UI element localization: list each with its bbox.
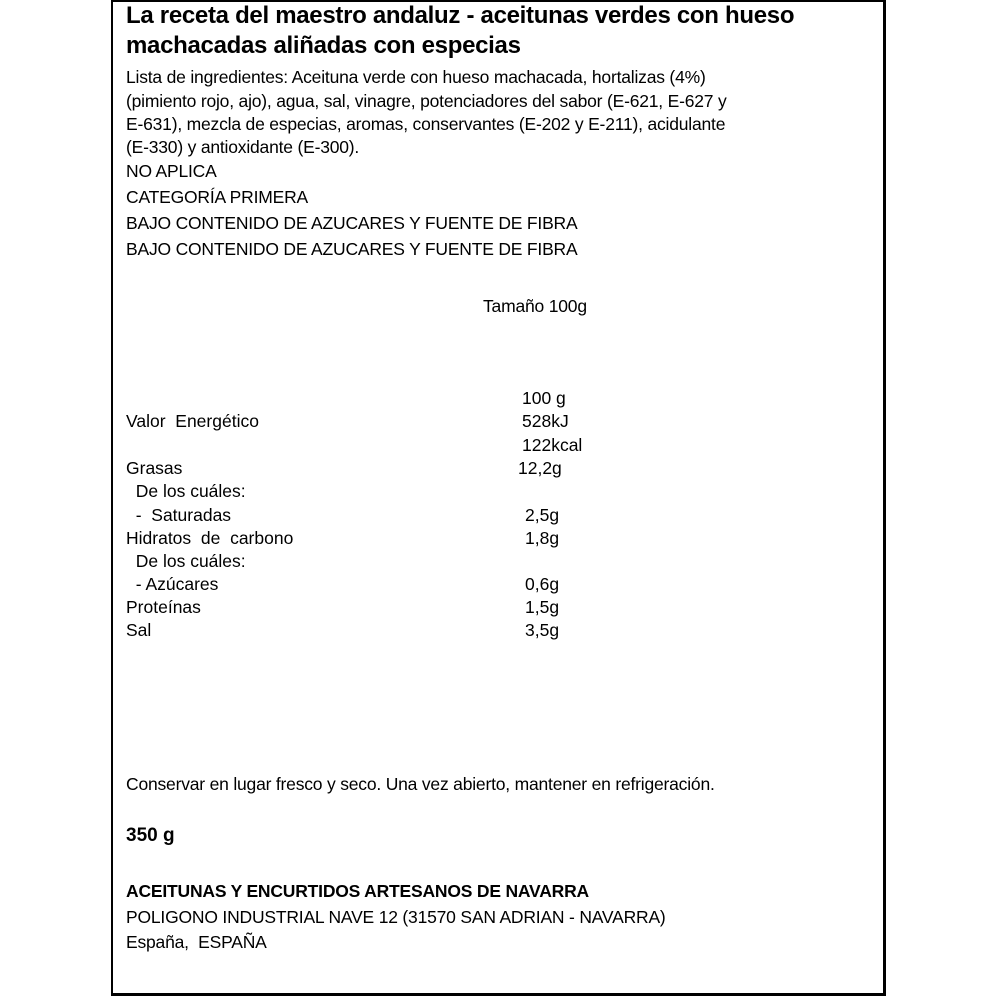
nutrition-value-kj: 528kJ [522,411,569,431]
manufacturer-address: POLIGONO INDUSTRIAL NAVE 12 (31570 SAN ADRIAN - NAVARRA) [126,907,666,927]
note-category: CATEGORÍA PRIMERA [126,187,308,207]
nutrition-label-of-which: De los cuáles: [126,551,246,571]
nutrition-label-fat: Grasas [126,458,183,478]
manufacturer-name: ACEITUNAS Y ENCURTIDOS ARTESANOS DE NAVARRA [126,881,589,901]
nutrition-column-header: 100 g [522,388,566,408]
product-title-line-2: machacadas aliñadas con especias [126,32,521,59]
note-claim: BAJO CONTENIDO DE AZUCARES Y FUENTE DE FIBRA [126,239,578,259]
note-claim: BAJO CONTENIDO DE AZUCARES Y FUENTE DE FIBRA [126,213,578,233]
nutrition-label-sugars: - Azúcares [126,574,219,594]
nutrition-value-fat: 12,2g [518,458,562,478]
nutrition-value-saturates: 2,5g [525,505,560,525]
serving-size: Tamaño 100g [483,296,587,316]
nutrition-label-saturates: - Saturadas [126,505,232,525]
ingredients-line: (pimiento rojo, ajo), agua, sal, vinagre, potenciadores del sabor (E-621, E-627 y [126,91,727,111]
nutrition-label-protein: Proteínas [126,597,201,617]
manufacturer-country: España, ESPAÑA [126,932,267,952]
ingredients-line: (E-330) y antioxidante (E-300). [126,137,360,157]
nutrition-value-sugars: 0,6g [525,574,560,594]
product-title-line-1: La receta del maestro andaluz - aceitunas verdes con hueso [126,2,795,29]
nutrition-value-kcal: 122kcal [522,435,583,455]
storage-instructions: Conservar en lugar fresco y seco. Una vez abierto, mantener en refrigeración. [126,774,715,794]
nutrition-label-energy: Valor Energético [126,411,259,431]
nutrition-label-carbs: Hidratos de carbono [126,528,294,548]
nutrition-value-carbs: 1,8g [525,528,560,548]
nutrition-value-salt: 3,5g [525,620,560,640]
net-weight: 350 g [126,825,175,846]
note-allergens: NO APLICA [126,161,217,181]
ingredients-line: E-631), mezcla de especias, aromas, conservantes (E-202 y E-211), acidulante [126,114,726,134]
nutrition-label-of-which: De los cuáles: [126,481,246,501]
ingredients-line: Lista de ingredientes: Aceituna verde con hueso machacada, hortalizas (4%) [126,67,706,87]
nutrition-value-protein: 1,5g [525,597,560,617]
nutrition-label-salt: Sal [126,620,152,640]
